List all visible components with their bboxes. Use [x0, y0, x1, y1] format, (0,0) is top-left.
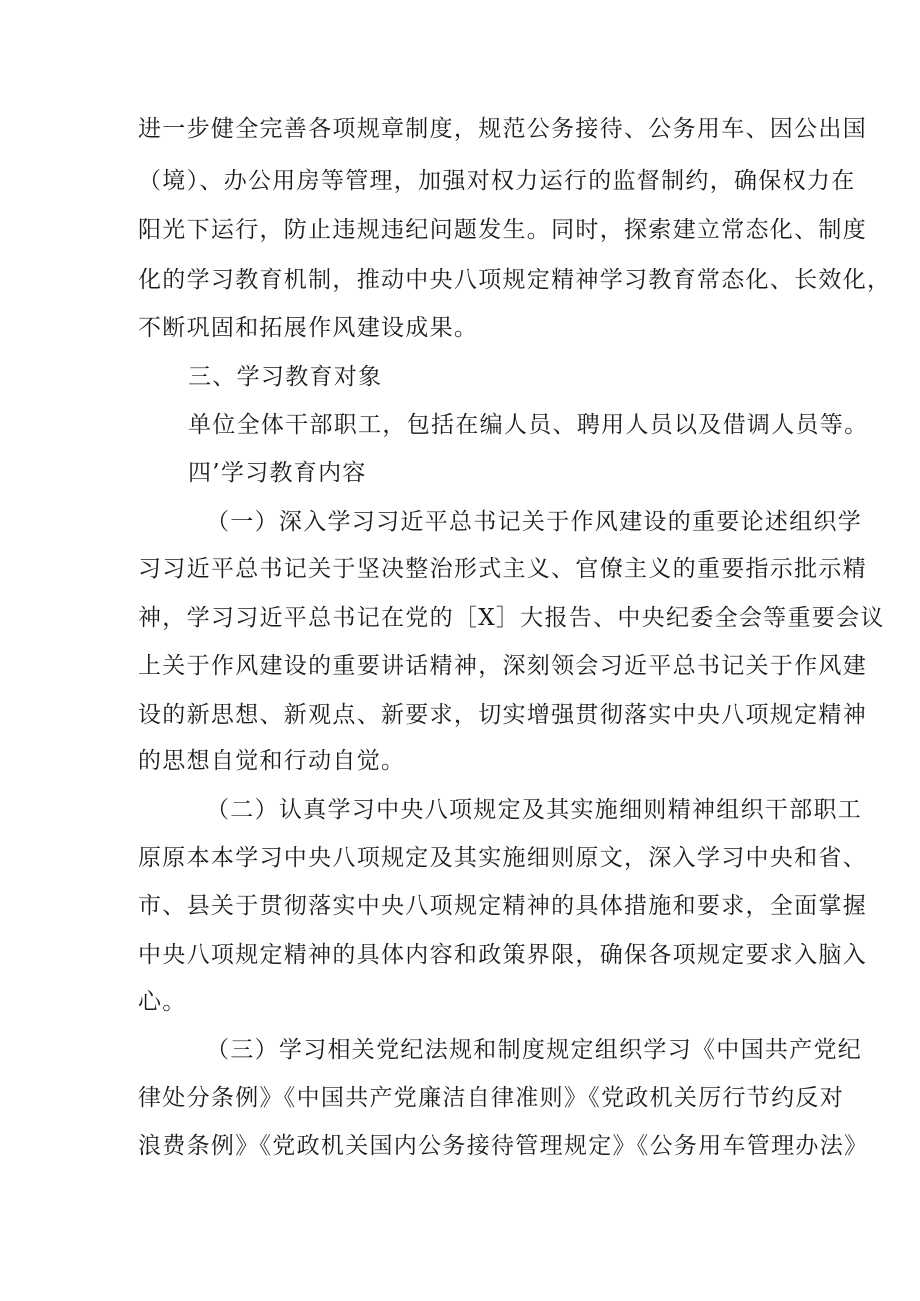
text-line: 上关于作风建设的重要讲话精神，深刻领会习近平总书记关于作风建	[138, 653, 867, 679]
section-heading: 三、学习教育对象	[188, 364, 383, 390]
text-line: 进一步健全完善各项规章制度，规范公务接待、公务用车、因公出国	[138, 116, 867, 142]
text-line: 不断巩固和拓展作风建设成果。	[138, 315, 479, 341]
text-line: （境）、办公用房等管理，加强对权力运行的监督制约，确保权力在	[138, 168, 856, 194]
text-line: 律处分条例》《中国共产党廉洁自律准则》《党政机关厉行节约反对	[138, 1085, 844, 1111]
item-heading-line: （三）学习相关党纪法规和制度规定组织学习《中国共产党纪	[206, 1037, 863, 1063]
text-line: 化的学习教育机制，推动中央八项规定精神学习教育常态化、长效化，	[138, 267, 892, 293]
text-line: 习习近平总书记关于坚决整治形式主义、官僚主义的重要指示批示精	[138, 556, 867, 582]
text-line: 中央八项规定精神的具体内容和政策界限，确保各项规定要求入脑入	[138, 942, 867, 968]
section-body: 单位全体干部职工，包括在编人员、聘用人员以及借调人员等。	[188, 412, 869, 438]
text-line: 原原本本学习中央八项规定及其实施细则原文，深入学习中央和省、	[138, 845, 867, 871]
text-line: 心。	[138, 989, 187, 1015]
text-line: 阳光下运行，防止违规违纪问题发生。同时，探索建立常态化、制度	[138, 217, 867, 243]
item-heading-line: （二）认真学习中央八项规定及其实施细则精神组织干部职工	[206, 797, 863, 823]
section-heading: 四’学习教育内容	[188, 460, 367, 486]
item-heading-line: （一）深入学习习近平总书记关于作风建设的重要论述组织学	[206, 509, 863, 535]
text-line: 设的新思想、新观点、新要求，切实增强贯彻落实中央八项规定精神	[138, 702, 867, 728]
text-line: 神，学习习近平总书记在党的［X］大报告、中央纪委全会等重要会议	[138, 605, 885, 631]
text-line: 的思想自觉和行动自觉。	[138, 748, 406, 774]
text-line: 市、县关于贯彻落实中央八项规定精神的具体措施和要求，全面掌握	[138, 893, 867, 919]
text-line: 浪费条例》《党政机关国内公务接待管理规定》《公务用车管理办法》	[138, 1133, 869, 1159]
